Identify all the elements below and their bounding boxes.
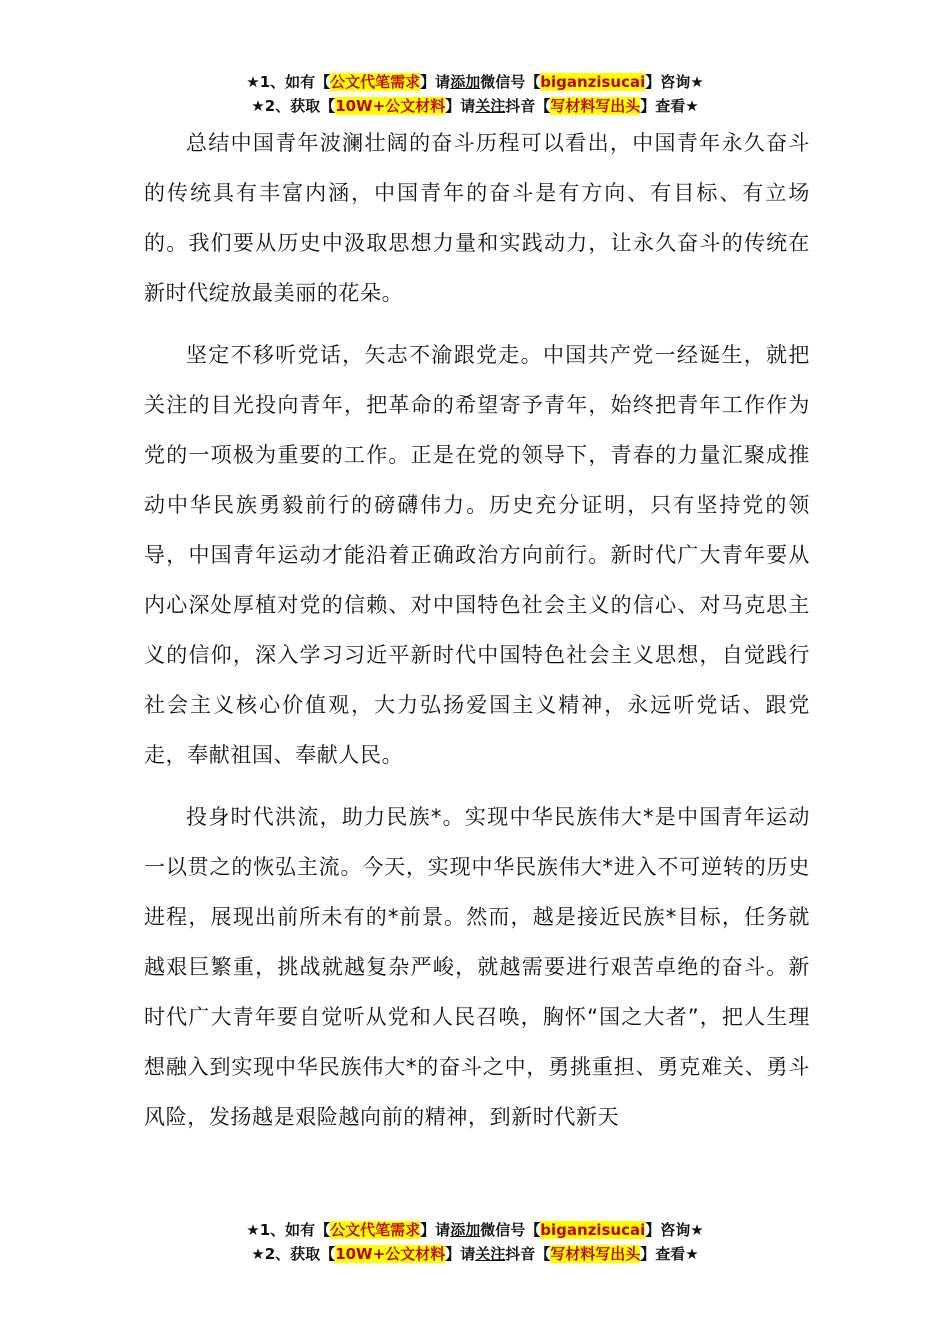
document-body: [144, 118, 810, 1154]
footer-highlight-service: 公文代笔需求: [330, 1221, 421, 1239]
footer-line-1-wechat-label: 微信号【: [480, 1221, 541, 1239]
footer-underlined-add: 添加: [450, 1221, 481, 1239]
header-line-1-prefix: ★1、如有【: [246, 73, 331, 91]
footer-line-2-douyin-label: 抖音【: [505, 1245, 551, 1263]
header-highlight-wechat-id: biganzisucai: [540, 73, 646, 91]
header-line-1-suffix: 】咨询★: [645, 73, 704, 91]
header-highlight-account: 写材料写出头: [550, 97, 641, 115]
header-banner: [0, 70, 950, 118]
header-underlined-follow: 关注: [475, 97, 506, 115]
footer-line-2-suffix: 】查看★: [640, 1245, 699, 1263]
footer-line-1: [0, 1218, 950, 1242]
footer-highlight-wechat-id: biganzisucai: [540, 1221, 646, 1239]
paragraph: 投身时代洪流，助力民族*。实现中华民族伟大*是中国青年运动一以贯之的恢弘主流。今天，实现中华民族伟大*进入不可逆转的历史进程，展现出前所未有的*前景。然而，越是接近民族*目标，任务就越艰巨繁重，挑战就越复杂严峻，就越需要进行艰苦卓绝的奋斗。新时代广大青年要自觉听从党和人民召唤，胸怀“国之大者”，把人生理想融入到实现中华民族伟大*的奋斗之中，勇挑重担、勇克难关、勇斗风险，发扬越是艰险越向前的精神，到新时代新天: [144, 805, 810, 1129]
footer-banner: [0, 1218, 950, 1266]
header-highlight-service: 公文代笔需求: [330, 73, 421, 91]
footer-line-1-suffix: 】咨询★: [645, 1221, 704, 1239]
footer-highlight-account: 写材料写出头: [550, 1245, 641, 1263]
footer-line-2: [0, 1242, 950, 1266]
footer-line-2-text: 】请: [445, 1245, 476, 1263]
paragraph: 总结中国青年波澜壮阔的奋斗历程可以看出，中国青年永久奋斗的传统具有丰富内涵，中国青年的奋斗是有方向、有目标、有立场的。我们要从历史中汲取思想力量和实践动力，让永久奋斗的传统在新时代绽放最美丽的花朵。: [144, 131, 810, 305]
header-line-1-text: 】请: [420, 73, 451, 91]
header-underlined-add: 添加: [450, 73, 481, 91]
header-line-1: [0, 70, 950, 94]
header-line-2: [0, 94, 950, 118]
footer-underlined-follow: 关注: [475, 1245, 506, 1263]
footer-line-2-prefix: ★2、获取【: [251, 1245, 336, 1263]
header-line-2-text: 】请: [445, 97, 476, 115]
header-line-1-wechat-label: 微信号【: [480, 73, 541, 91]
footer-highlight-materials: 10W+公文材料: [335, 1245, 446, 1263]
header-line-2-suffix: 】查看★: [640, 97, 699, 115]
footer-line-1-text: 】请: [420, 1221, 451, 1239]
footer-line-1-prefix: ★1、如有【: [246, 1221, 331, 1239]
paragraph: 坚定不移听党话，矢志不渝跟党走。中国共产党一经诞生，就把关注的目光投向青年，把革命的希望寄予青年，始终把青年工作作为党的一项极为重要的工作。正是在党的领导下，青春的力量汇聚成推动中华民族勇毅前行的磅礴伟力。历史充分证明，只有坚持党的领导，中国青年运动才能沿着正确政治方向前行。新时代广大青年要从内心深处厚植对党的信赖、对中国特色社会主义的信心、对马克思主义的信仰，深入学习习近平新时代中国特色社会主义思想，自觉践行社会主义核心价值观，大力弘扬爱国主义精神，永远听党话、跟党走，奉献祖国、奉献人民。: [144, 343, 810, 767]
header-highlight-materials: 10W+公文材料: [335, 97, 446, 115]
header-line-2-prefix: ★2、获取【: [251, 97, 336, 115]
header-line-2-douyin-label: 抖音【: [505, 97, 551, 115]
